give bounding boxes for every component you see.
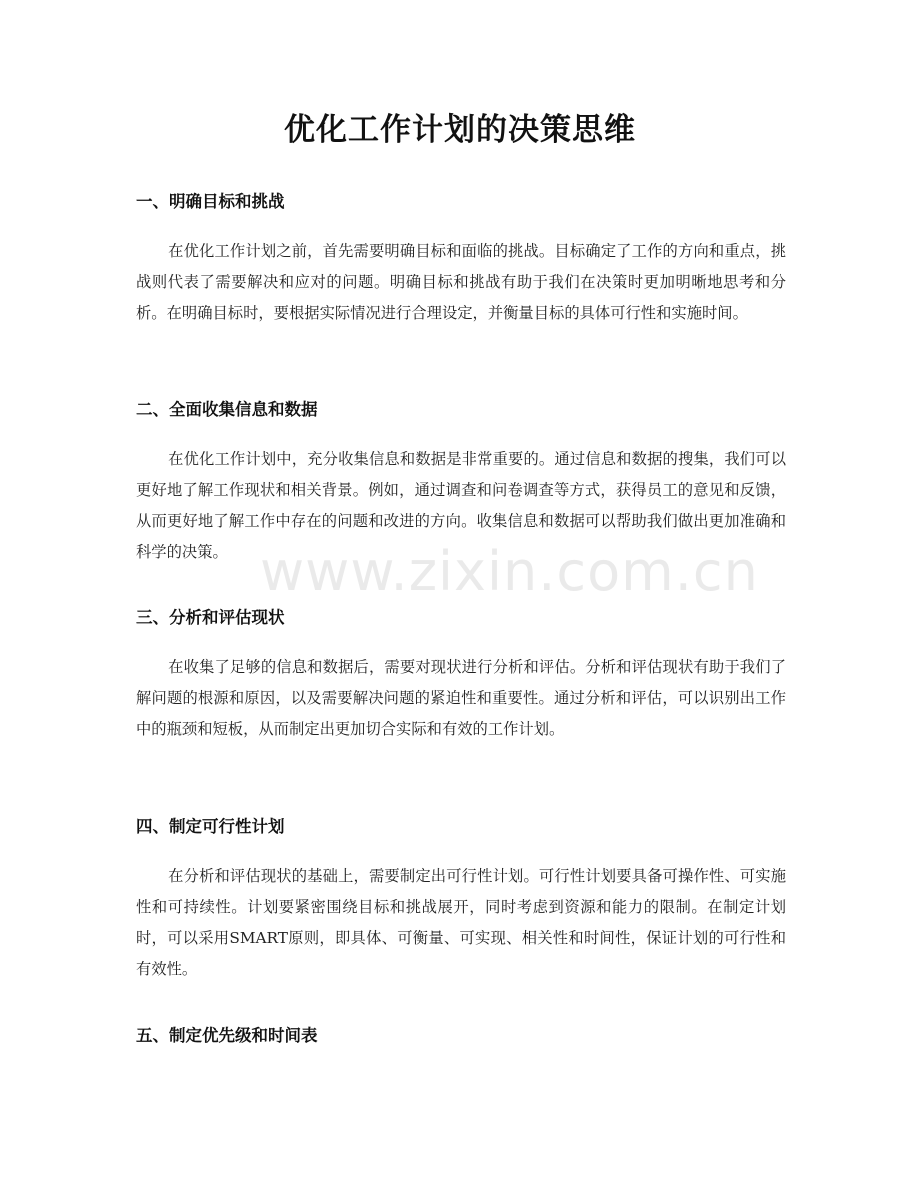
document-title: 优化工作计划的决策思维 xyxy=(284,112,636,148)
section-3 xyxy=(136,606,786,745)
section-paragraph: 在收集了足够的信息和数据后，需要对现状进行分析和评估。分析和评估现状有助于我们了解问题的根源和原因，以及需要解决问题的紧迫性和重要性。通过分析和评估，可以识别出工作中的瓶颈和短板，从而制定出更加切合实际和有效的工作计划。 xyxy=(136,658,786,738)
section-heading: 三、分析和评估现状 xyxy=(136,608,285,627)
section-5 xyxy=(136,1024,786,1048)
section-paragraph: 在优化工作计划之前，首先需要明确目标和面临的挑战。目标确定了工作的方向和重点，挑战则代表了需要解决和应对的问题。明确目标和挑战有助于我们在决策时更加明晰地思考和分析。在明确目标时，要根据实际情况进行合理设定，并衡量目标的具体可行性和实施时间。 xyxy=(136,242,786,322)
section-heading: 一、明确目标和挑战 xyxy=(136,192,285,211)
section-heading: 五、制定优先级和时间表 xyxy=(136,1026,318,1045)
watermark: www.zixin.com.cn xyxy=(260,540,759,603)
section-heading: 二、全面收集信息和数据 xyxy=(136,400,318,419)
section-paragraph: 在优化工作计划中，充分收集信息和数据是非常重要的。通过信息和数据的搜集，我们可以更好地了解工作现状和相关背景。例如，通过调查和问卷调查等方式，获得员工的意见和反馈，从而更好地了解工作中存在的问题和改进的方向。收集信息和数据可以帮助我们做出更加准确和科学的决策。 xyxy=(136,450,786,561)
section-paragraph: 在分析和评估现状的基础上，需要制定出可行性计划。可行性计划要具备可操作性、可实施性和可持续性。计划要紧密围绕目标和挑战展开，同时考虑到资源和能力的限制。在制定计划时，可以采用SMART原则，即具体、可衡量、可实现、相关性和时间性，保证计划的可行性和有效性。 xyxy=(136,867,786,978)
section-1 xyxy=(136,190,786,329)
section-2 xyxy=(136,398,786,568)
section-heading: 四、制定可行性计划 xyxy=(136,817,285,836)
section-4 xyxy=(136,815,786,985)
